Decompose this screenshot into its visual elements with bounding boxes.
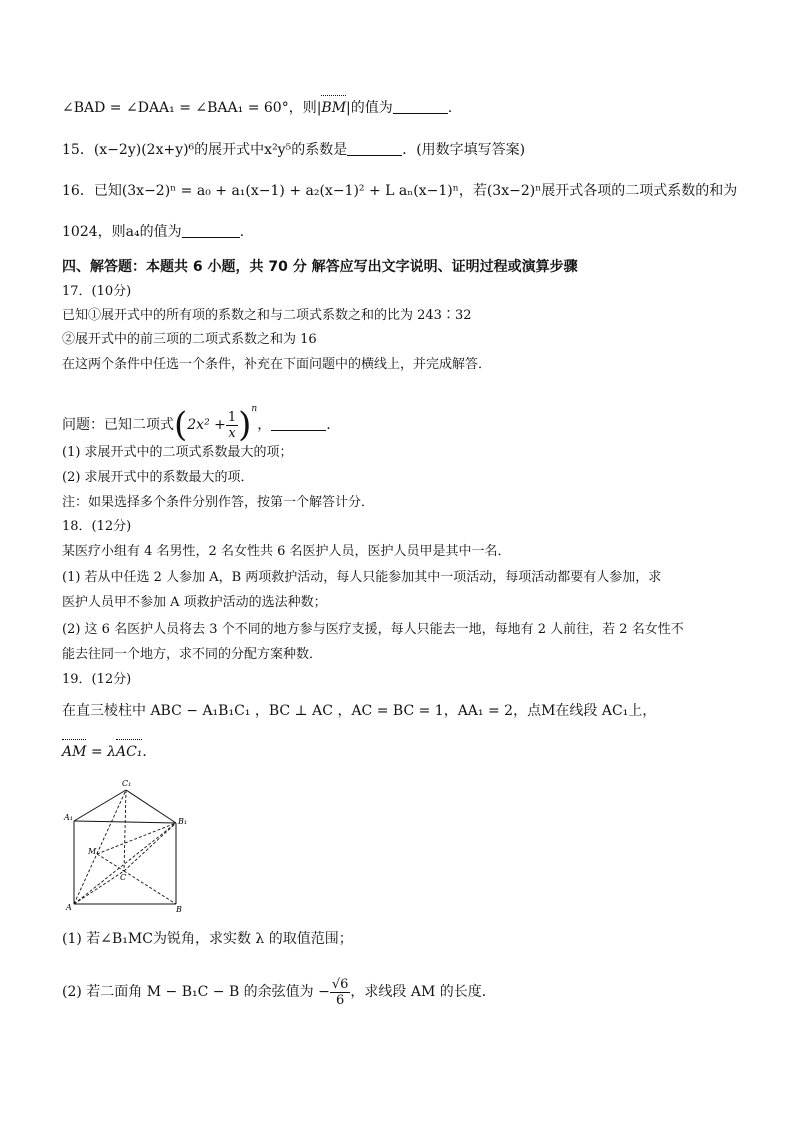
q18-intro: 某医疗小组有 4 名男性，2 名女性共 6 名医护人员，医护人员甲是其中一名． xyxy=(62,544,511,559)
q17-problem-pre: 问题：已知二项式 xyxy=(62,417,174,433)
q18-part1-line2: 医护人员甲不参加 A 项救护活动的选法种数； xyxy=(62,595,327,610)
question-16-line2 xyxy=(62,222,244,242)
label-a1: A₁ xyxy=(64,813,73,822)
q19-part1: (1) 若∠B₁MC为锐角，求实数 λ 的取值范围； xyxy=(62,931,353,947)
answer-blank[interactable] xyxy=(182,223,240,238)
q17-instruction: 在这两个条件中任选一个条件，补充在下面问题中的横线上，并完成解答． xyxy=(62,357,492,372)
vector-ac1: AC₁ xyxy=(115,744,143,760)
q14-expr: ∠BAD = ∠DAA₁ = ∠BAA₁ = 60°，则| xyxy=(62,100,322,116)
label-m: M xyxy=(88,847,97,856)
q19-part2-pre: (2) 若二面角 M − B₁C − B 的余弦值为 − xyxy=(62,984,330,1000)
q19-intro: 在直三棱柱中 ABC − A₁B₁C₁ ，BC ⊥ AC ，AC = BC = 1，AA₁ = 2，点M在线段 AC₁上， xyxy=(62,703,657,719)
section-heading: 四、解答题：本题共 6 小题，共 70 分 解答应写出文字说明、证明过程或演算步骤 xyxy=(62,259,578,275)
fraction-1-over-x xyxy=(226,410,238,441)
q15-number: 15． xyxy=(62,142,94,158)
q14-tail-text: |的值为 xyxy=(346,100,393,116)
q17-exponent: n xyxy=(251,404,258,414)
q15-note: ．(用数字填写答案) xyxy=(402,142,526,158)
q17-note: 注：如果选择多个条件分别作答，按第一个解答计分． xyxy=(62,495,375,510)
q16-period: . xyxy=(239,224,245,240)
prism-figure xyxy=(62,776,192,916)
right-paren: ) xyxy=(238,405,252,445)
q19-vector-equation xyxy=(62,742,156,762)
q18-part1-line1: (1) 若从中任选 2 人参加 A，B 两项救护活动，每人只能参加其中一项活动，每项活动都要有人参加，求 xyxy=(62,570,662,585)
fraction-sqrt6-over-6 xyxy=(330,977,351,1008)
answer-blank[interactable] xyxy=(347,141,402,156)
label-b1: B₁ xyxy=(178,817,188,826)
q14-tail xyxy=(62,98,452,118)
q17-condition-2: ②展开式中的前三项的二项式系数之和为 16 xyxy=(62,332,317,347)
vector-bm: BM xyxy=(321,100,347,116)
q18-part2-line2: 能去往同一个地方，求不同的分配方案种数． xyxy=(62,647,323,662)
q15-expr: (x−2y)(2x+y)⁶的展开式中x²y⁵的系数是 xyxy=(93,142,348,158)
question-15 xyxy=(62,140,525,160)
q14-period: . xyxy=(447,100,453,116)
question-16-line1 xyxy=(62,181,737,201)
q17-comma: ， xyxy=(257,417,272,433)
label-c1: C₁ xyxy=(122,779,132,788)
fraction-numerator: 1 xyxy=(227,409,237,425)
q19-part2-post: ，求线段 AM 的长度． xyxy=(350,984,496,1000)
q17-period: . xyxy=(326,417,331,433)
label-b: B xyxy=(176,905,182,914)
lambda-eq: = λ xyxy=(86,744,116,760)
vector-am: AM xyxy=(62,744,87,760)
q17-problem xyxy=(62,389,331,445)
q18-header: 18．(12分) xyxy=(62,519,132,534)
q18-part2-line1: (2) 这 6 名医护人员将去 3 个不同的地方参与医疗支援，每人只能去一地，每地有 2 人前往，若 2 名女性不 xyxy=(62,622,684,637)
q17-condition-1: 已知①展开式中的所有项的系数之和与二项式系数之和的比为 243∶32 xyxy=(62,308,472,323)
q16-expr: 16．已知(3x−2)ⁿ = a₀ + a₁(x−1) + a₂(x−1)² + L aₙ(x−1)ⁿ，若(3x−2)ⁿ展开式各项的二项式系数的和为 xyxy=(62,183,738,199)
q17-header: 17．(10分) xyxy=(62,284,132,299)
q16-ask: 1024，则a₄的值为 xyxy=(62,224,182,240)
fraction-numerator: √6 xyxy=(331,976,349,992)
q19-period: ． xyxy=(142,744,157,760)
left-paren: ( xyxy=(174,405,188,445)
label-c: C xyxy=(120,873,127,882)
answer-blank[interactable] xyxy=(271,416,326,431)
fraction-denominator: x xyxy=(228,425,236,441)
fraction-denominator: 6 xyxy=(336,992,345,1008)
answer-blank[interactable] xyxy=(393,99,448,114)
label-a: A xyxy=(66,903,72,912)
q19-part2 xyxy=(62,972,496,1012)
q19-header: 19．(12分) xyxy=(62,672,132,687)
q17-part1: (1) 求展开式中的二项式系数最大的项； xyxy=(62,445,293,460)
q17-part2: (2) 求展开式中的系数最大的项． xyxy=(62,470,254,485)
q17-inner: 2x² + xyxy=(187,417,226,433)
